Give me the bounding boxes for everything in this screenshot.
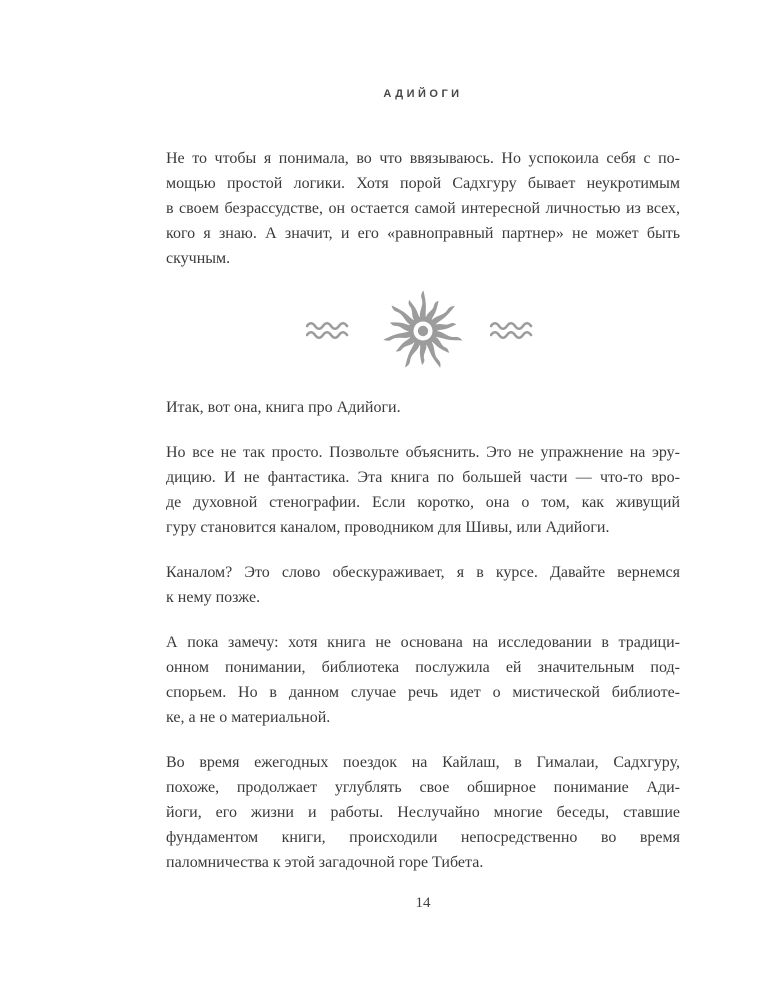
paragraph-line: к нему позже. (166, 589, 261, 606)
paragraph (166, 146, 680, 271)
paragraph-line: Но все не так просто. Позвольте объяснить. Это не упражнение на эру- (166, 444, 680, 461)
paragraph (166, 560, 680, 610)
wave-lines-icon (306, 319, 356, 343)
wave-lines-icon (490, 319, 540, 343)
running-head: АДИЙОГИ (383, 88, 463, 100)
paragraph (166, 440, 680, 540)
sun-icon (380, 288, 466, 374)
paragraph-line: мощью простой логики. Хотя порой Садхгуру бывает неукротимым (166, 175, 680, 192)
paragraph-line: Итак, вот она, книга про Адийоги. (166, 399, 401, 416)
paragraph-line: де духовной стенографии. Если коротко, она о том, как живущий (166, 494, 680, 511)
paragraph-line: гуру становится каналом, проводником для Шивы, или Адийоги. (166, 519, 610, 536)
paragraph-line: спорьем. Но в данном случае речь идет о мистической библиоте- (166, 684, 680, 701)
text-content (166, 146, 680, 875)
paragraph-line: Во время ежегодных поездок на Кайлаш, в Гималаи, Садхгуру, (166, 754, 680, 771)
paragraph-line: А пока замечу: хотя книга не основана на исследовании в традици- (166, 634, 680, 651)
paragraph (166, 750, 680, 875)
paragraph-line: ке, а не о материальной. (166, 709, 331, 726)
paragraph-line: йоги, его жизни и работы. Неслучайно многие беседы, ставшие (166, 804, 680, 821)
paragraph-line: паломничества к этой загадочной горе Тибета. (166, 854, 484, 871)
paragraph-line: в своем безрассудстве, он остается самой интересной личностью из всех, (166, 200, 680, 217)
paragraph-line: дицию. И не фантастика. Эта книга по большей части — что-то вро- (166, 469, 680, 486)
section-break-ornament (166, 291, 680, 371)
paragraph-line: Каналом? Это слово обескураживает, я в курсе. Давайте вернемся (166, 564, 680, 581)
paragraph-line: скучным. (166, 250, 231, 267)
paragraph (166, 395, 680, 420)
paragraph (166, 630, 680, 730)
paragraph-line: похоже, продолжает углублять свое обширное понимание Ади- (166, 779, 680, 796)
paragraph-line: Не то чтобы я понимала, во что ввязываюсь. Но успокоила себя с по- (166, 150, 680, 167)
page-number: 14 (415, 895, 431, 911)
paragraph-line: онном понимании, библиотека послужила ей значительным под- (166, 659, 680, 676)
paragraph-line: кого я знаю. А значит, и его «равноправный партнер» не может быть (166, 225, 680, 242)
paragraph-line: фундаментом книги, происходили непосредственно во время (166, 829, 680, 846)
